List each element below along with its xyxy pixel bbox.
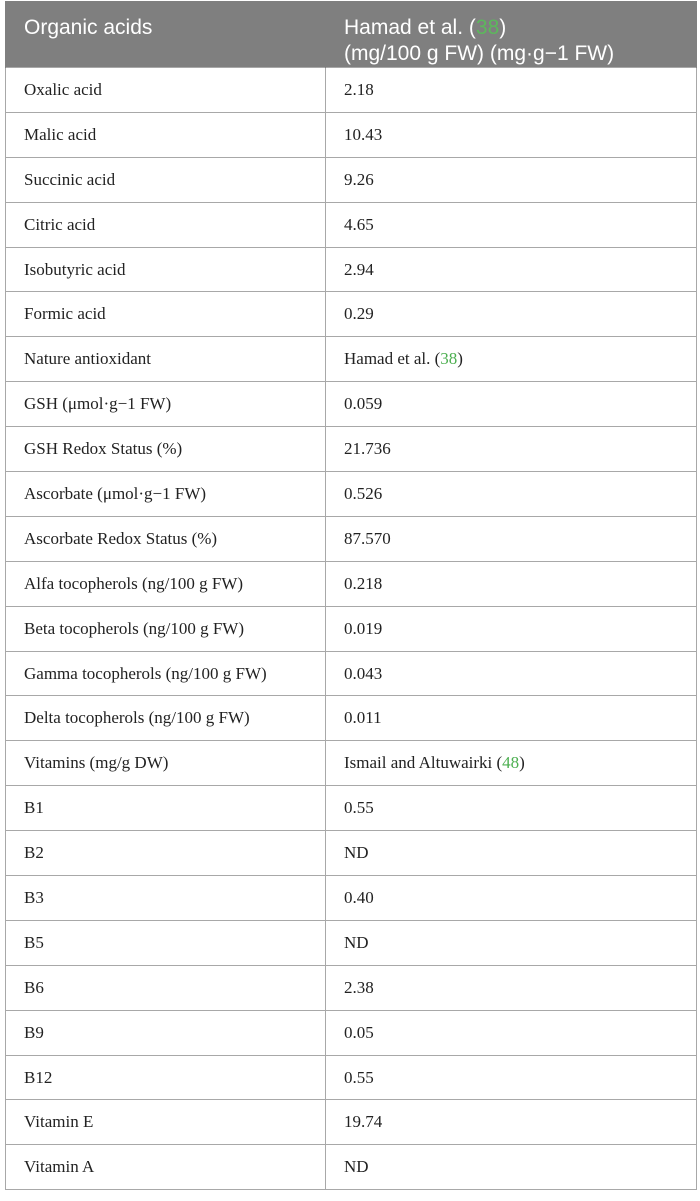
header-ref-link[interactable]: 38	[475, 16, 500, 39]
table-row	[6, 696, 697, 741]
row-label: Vitamin E	[6, 1100, 326, 1145]
table-row	[6, 472, 697, 517]
table-row	[6, 876, 697, 921]
row-value: 0.526	[326, 472, 697, 517]
table-row	[6, 606, 697, 651]
row-value: 10.43	[326, 112, 697, 157]
row-value: ND	[326, 1145, 697, 1190]
data-table-container	[5, 1, 696, 1190]
table-row	[6, 247, 697, 292]
table-row	[6, 68, 697, 113]
row-value: 9.26	[326, 157, 697, 202]
table-row	[6, 1010, 697, 1055]
reference-link[interactable]: 48	[502, 753, 520, 773]
row-label: B3	[6, 876, 326, 921]
row-label: B5	[6, 920, 326, 965]
table-row	[6, 382, 697, 427]
table-row	[6, 1055, 697, 1100]
row-label: Formic acid	[6, 292, 326, 337]
row-value: ND	[326, 920, 697, 965]
row-label: Malic acid	[6, 112, 326, 157]
table-row	[6, 516, 697, 561]
reference-link[interactable]: 38	[440, 349, 458, 369]
table-row	[6, 741, 697, 786]
header-hamad-et-al	[326, 1, 697, 68]
source-suffix: )	[519, 753, 525, 773]
table-row	[6, 157, 697, 202]
table-row	[6, 831, 697, 876]
row-label: Gamma tocopherols (ng/100 g FW)	[6, 651, 326, 696]
row-label: Delta tocopherols (ng/100 g FW)	[6, 696, 326, 741]
table-row	[6, 561, 697, 606]
row-label: Ascorbate (μmol·g−1 FW)	[6, 472, 326, 517]
row-label: Nature antioxidant	[6, 337, 326, 382]
table-row	[6, 651, 697, 696]
header-units: (mg/100 g FW) (mg·g−1 FW)	[344, 42, 615, 65]
header-col2-suffix: )	[499, 16, 507, 39]
row-value: 0.55	[326, 1055, 697, 1100]
row-label: Beta tocopherols (ng/100 g FW)	[6, 606, 326, 651]
row-label: B9	[6, 1010, 326, 1055]
row-label: B12	[6, 1055, 326, 1100]
row-value	[326, 337, 697, 382]
table-row	[6, 920, 697, 965]
row-value: 21.736	[326, 427, 697, 472]
row-label: Alfa tocopherols (ng/100 g FW)	[6, 561, 326, 606]
row-value: 0.40	[326, 876, 697, 921]
row-value: 2.38	[326, 965, 697, 1010]
row-value: 2.18	[326, 68, 697, 113]
row-label: Succinic acid	[6, 157, 326, 202]
row-value: 0.059	[326, 382, 697, 427]
row-label: Isobutyric acid	[6, 247, 326, 292]
table-row	[6, 965, 697, 1010]
organic-acids-table	[5, 1, 697, 1190]
row-value: 19.74	[326, 1100, 697, 1145]
row-value: 0.05	[326, 1010, 697, 1055]
table-row	[6, 1100, 697, 1145]
row-value: 87.570	[326, 516, 697, 561]
row-label: Ascorbate Redox Status (%)	[6, 516, 326, 561]
table-row	[6, 112, 697, 157]
header-col2-prefix: Hamad et al. (	[344, 16, 476, 39]
row-label: Oxalic acid	[6, 68, 326, 113]
row-label: Citric acid	[6, 202, 326, 247]
table-row	[6, 337, 697, 382]
row-label: B2	[6, 831, 326, 876]
row-value	[326, 741, 697, 786]
row-label: Vitamins (mg/g DW)	[6, 741, 326, 786]
table-row	[6, 202, 697, 247]
header-organic-acids: Organic acids	[6, 1, 326, 68]
row-label: Vitamin A	[6, 1145, 326, 1190]
table-row	[6, 1145, 697, 1190]
table-header-row	[6, 1, 697, 68]
source-suffix: )	[457, 349, 463, 369]
source-prefix: Hamad et al. (	[344, 349, 441, 369]
row-value: 2.94	[326, 247, 697, 292]
row-value: 0.043	[326, 651, 697, 696]
row-label: B6	[6, 965, 326, 1010]
row-value: 0.218	[326, 561, 697, 606]
row-value: ND	[326, 831, 697, 876]
row-value: 4.65	[326, 202, 697, 247]
table-row	[6, 292, 697, 337]
table-row	[6, 786, 697, 831]
row-value: 0.019	[326, 606, 697, 651]
row-label: GSH (μmol·g−1 FW)	[6, 382, 326, 427]
row-value: 0.011	[326, 696, 697, 741]
table-row	[6, 427, 697, 472]
row-value: 0.29	[326, 292, 697, 337]
source-prefix: Ismail and Altuwairki (	[344, 753, 503, 773]
row-label: B1	[6, 786, 326, 831]
table-body	[6, 68, 697, 1190]
row-label: GSH Redox Status (%)	[6, 427, 326, 472]
row-value: 0.55	[326, 786, 697, 831]
